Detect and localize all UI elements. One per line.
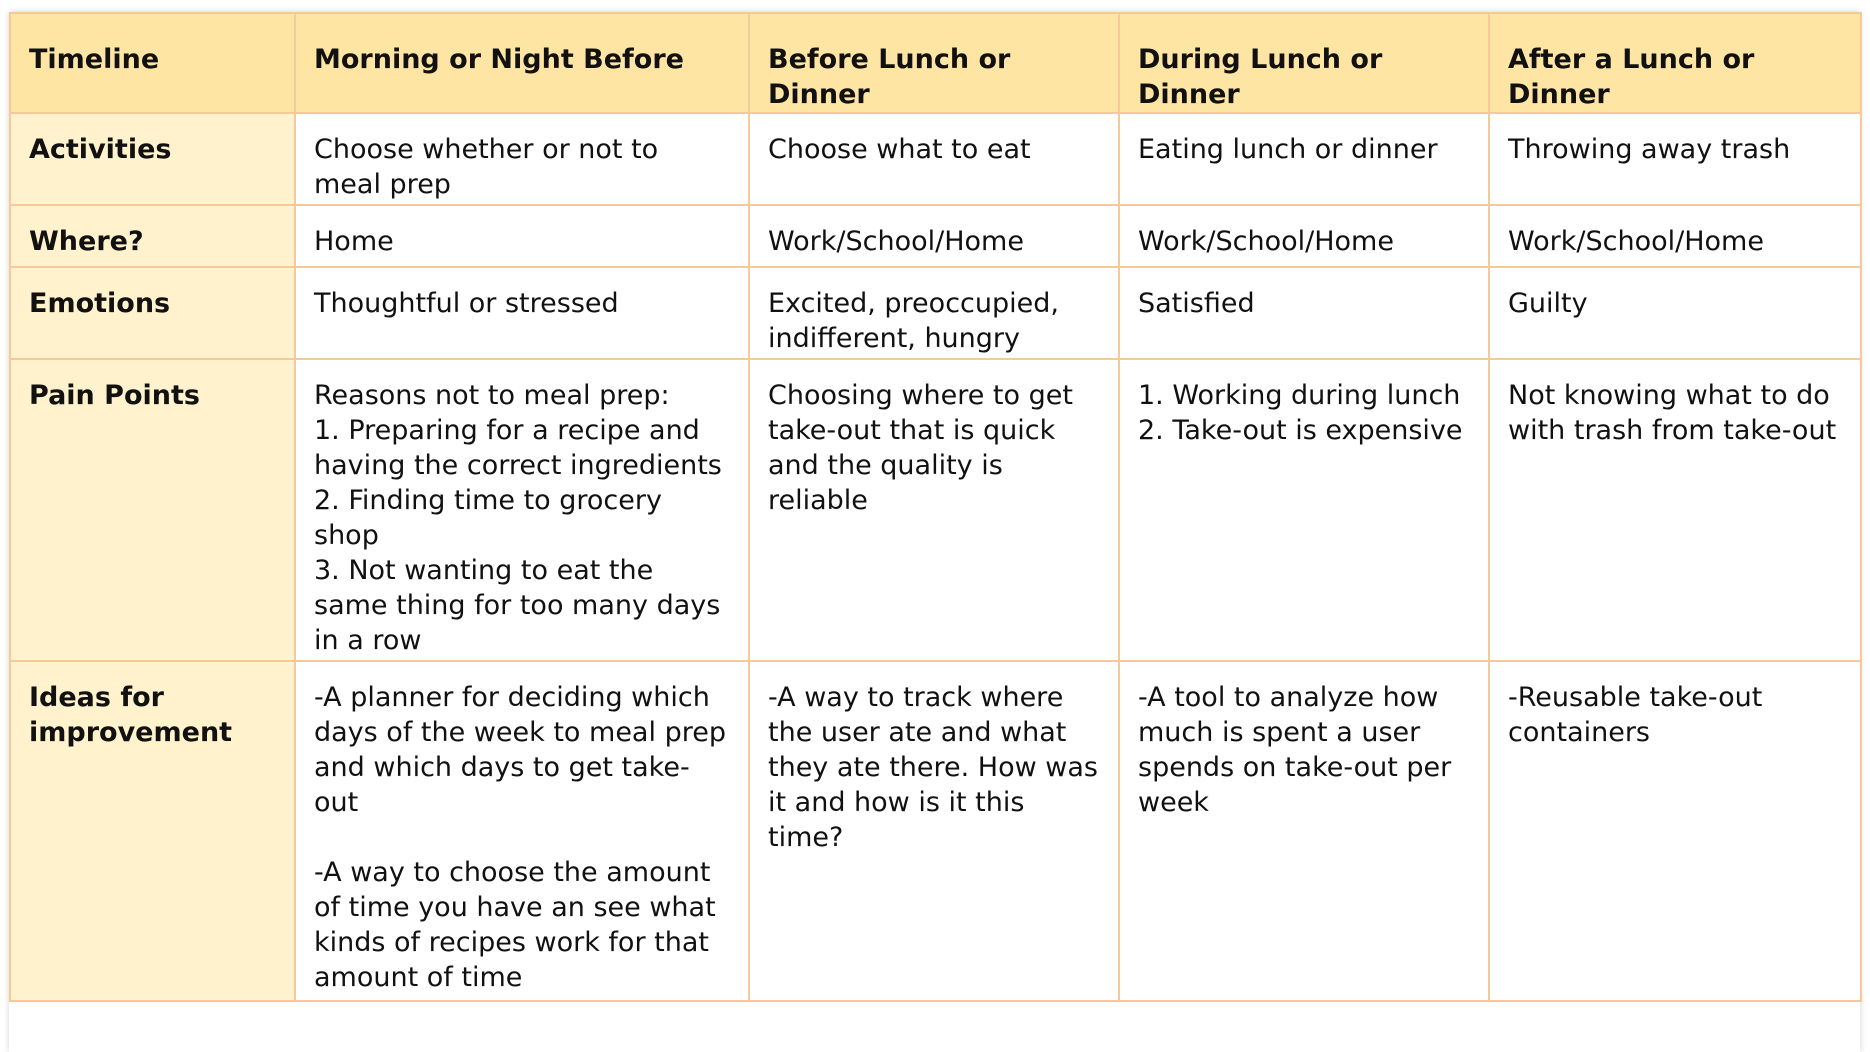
table-cell: Reasons not to meal prep: 1. Preparing for a recipe and having the correct ingredients 2. Finding time to grocery shop 3. Not wanting to eat the same thing for too many days in a row bbox=[295, 359, 749, 661]
table-cell: Eating lunch or dinner bbox=[1119, 113, 1489, 205]
table-cell: Choose whether or not to meal prep bbox=[295, 113, 749, 205]
header-cell-morning-or-night-before: Morning or Night Before bbox=[295, 13, 749, 113]
table-cell: -A way to track where the user ate and what they ate there. How was it and how is it this time? bbox=[749, 661, 1119, 1001]
table-cell: Work/School/Home bbox=[1119, 205, 1489, 267]
table-cell: Choose what to eat bbox=[749, 113, 1119, 205]
table-cell: -A planner for deciding which days of the week to meal prep and which days to get take-out -A way to choose the amount of time you have an see what kinds of recipes work for that amount of time bbox=[295, 661, 749, 1001]
journey-map bbox=[9, 12, 1860, 1052]
journey-map-table bbox=[9, 12, 1862, 1002]
row-label-activities: Activities bbox=[10, 113, 295, 205]
row-where bbox=[10, 205, 1861, 267]
row-label-where: Where? bbox=[10, 205, 295, 267]
header-row bbox=[10, 13, 1861, 113]
header-cell-during-lunch-or-dinner: During Lunch or Dinner bbox=[1119, 13, 1489, 113]
row-ideas-for-improvement bbox=[10, 661, 1861, 1001]
table-cell: 1. Working during lunch 2. Take-out is expensive bbox=[1119, 359, 1489, 661]
table-cell: -Reusable take-out containers bbox=[1489, 661, 1861, 1001]
table-cell: Choosing where to get take-out that is quick and the quality is reliable bbox=[749, 359, 1119, 661]
row-label-emotions: Emotions bbox=[10, 267, 295, 359]
table-cell: Work/School/Home bbox=[1489, 205, 1861, 267]
row-label-ideas-for-improvement: Ideas for improvement bbox=[10, 661, 295, 1001]
table-cell: Excited, preoccupied, indifferent, hungry bbox=[749, 267, 1119, 359]
table-cell: Thoughtful or stressed bbox=[295, 267, 749, 359]
header-cell-before-lunch-or-dinner: Before Lunch or Dinner bbox=[749, 13, 1119, 113]
header-cell-after-lunch-or-dinner: After a Lunch or Dinner bbox=[1489, 13, 1861, 113]
table-cell: Not knowing what to do with trash from take-out bbox=[1489, 359, 1861, 661]
table-cell: Home bbox=[295, 205, 749, 267]
header-cell-timeline: Timeline bbox=[10, 13, 295, 113]
table-cell: Satisfied bbox=[1119, 267, 1489, 359]
table-cell: Work/School/Home bbox=[749, 205, 1119, 267]
row-label-pain-points: Pain Points bbox=[10, 359, 295, 661]
row-pain-points bbox=[10, 359, 1861, 661]
row-emotions bbox=[10, 267, 1861, 359]
table-cell: -A tool to analyze how much is spent a user spends on take-out per week bbox=[1119, 661, 1489, 1001]
table-cell: Throwing away trash bbox=[1489, 113, 1861, 205]
row-activities bbox=[10, 113, 1861, 205]
table-cell: Guilty bbox=[1489, 267, 1861, 359]
